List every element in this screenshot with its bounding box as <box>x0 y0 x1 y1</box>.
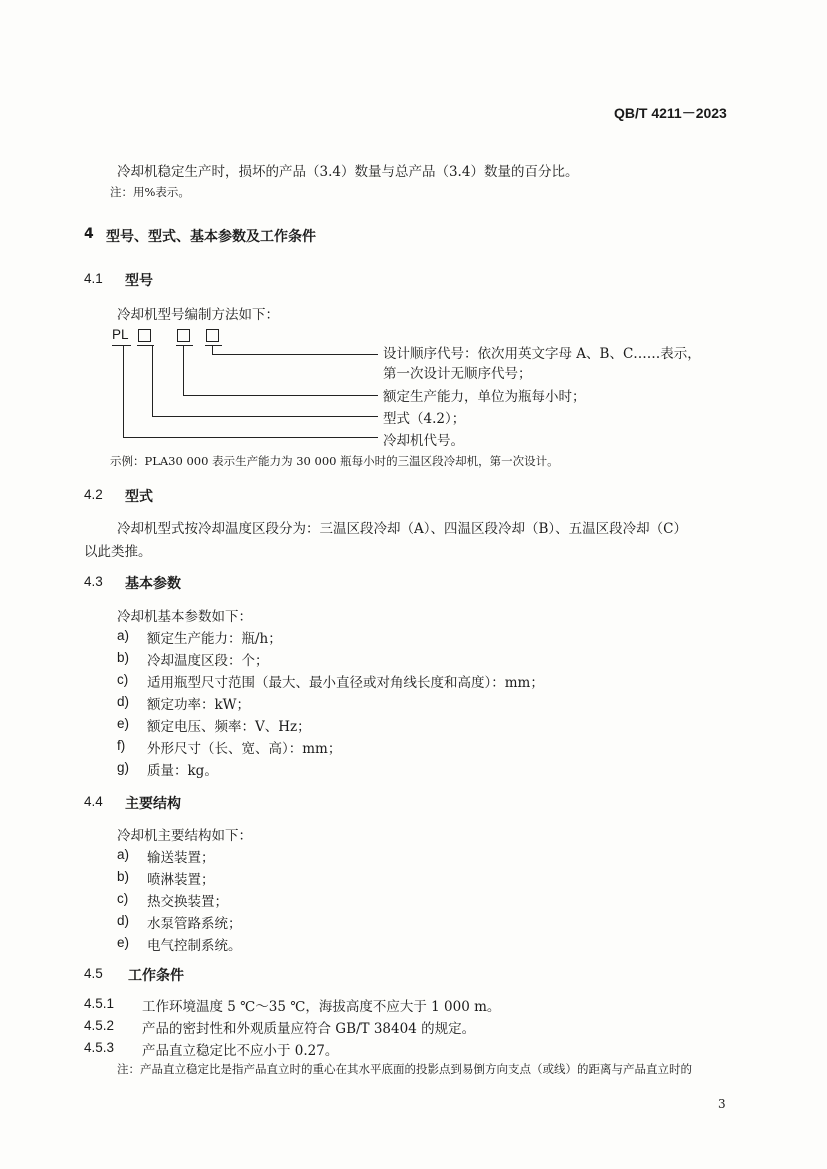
section-4-number: 4 <box>84 226 94 242</box>
type-legend: 型式（4.2）； <box>383 411 466 427</box>
parameter-text: 冷却温度区段：个； <box>147 653 269 669</box>
parameter-label: b) <box>117 650 130 665</box>
parameters-intro: 冷却机基本参数如下： <box>117 609 252 625</box>
clause-text: 产品直立稳定比不应小于 0.27。 <box>142 1043 339 1059</box>
intro-note: 注：用%表示。 <box>110 185 190 199</box>
structure-text: 热交换装置； <box>147 894 228 910</box>
parameter-label: e) <box>117 716 130 731</box>
parameter-text: 质量：kg。 <box>147 763 218 779</box>
structure-label: c) <box>117 891 129 906</box>
section-4-1-title: 型号 <box>125 273 153 289</box>
clause-text: 产品的密封性和外观质量应符合 GB/T 38404 的规定。 <box>142 1021 476 1037</box>
structure-label: e) <box>117 935 130 950</box>
parameter-text: 额定功率：kW； <box>147 697 251 713</box>
section-4-4-title: 主要结构 <box>125 796 181 812</box>
structure-text: 水泵管路系统； <box>147 916 242 932</box>
page-number: 3 <box>718 1097 726 1111</box>
section-4-1-number: 4.1 <box>84 271 103 286</box>
section-4-title: 型号、型式、基本参数及工作条件 <box>106 229 316 245</box>
section-4-2-number: 4.2 <box>84 487 103 502</box>
type-paragraph-line-1: 冷却机型式按冷却温度区段分为：三温区段冷却（A）、四温区段冷却（B）、五温区段冷却（C） <box>117 521 687 537</box>
capacity-box <box>177 329 190 342</box>
structure-label: a) <box>117 847 130 862</box>
parameter-text: 额定电压、频率：V、Hz； <box>147 719 311 735</box>
design-sequence-legend-continued: 第一次设计无顺序代号； <box>383 366 532 382</box>
model-intro: 冷却机型号编制方法如下： <box>117 307 279 323</box>
intro-paragraph: 冷却机稳定生产时，损坏的产品（3.4）数量与总产品（3.4）数量的百分比。 <box>117 164 579 180</box>
section-4-3-title: 基本参数 <box>125 576 181 592</box>
section-4-3-number: 4.3 <box>84 574 103 589</box>
section-4-5-title: 工作条件 <box>128 968 184 984</box>
parameter-label: g) <box>117 760 130 775</box>
structure-text: 喷淋装置； <box>147 872 215 888</box>
parameter-label: d) <box>117 694 130 709</box>
type-box <box>138 329 151 342</box>
type-paragraph-line-2: 以此类推。 <box>84 544 152 560</box>
design-sequence-box <box>206 329 219 342</box>
structure-text: 电气控制系统。 <box>147 938 242 954</box>
clause-number: 4.5.3 <box>84 1040 115 1055</box>
standard-code: QB/T 4211－2023 <box>614 105 727 121</box>
stability-note: 注：产品直立稳定比是指产品直立时的重心在其水平底面的投影点到易倒方向支点（或线）的距离与产品直立时的 <box>117 1062 692 1076</box>
machine-code-legend: 冷却机代号。 <box>383 433 464 449</box>
clause-number: 4.5.2 <box>84 1018 115 1033</box>
parameter-label: c) <box>117 672 129 687</box>
parameter-text: 额定生产能力：瓶/h； <box>147 631 282 647</box>
structure-label: b) <box>117 869 130 884</box>
clause-text: 工作环境温度 5 ℃～35 ℃，海拔高度不应大于 1 000 m。 <box>142 999 501 1015</box>
structure-intro: 冷却机主要结构如下： <box>117 828 252 844</box>
structure-text: 输送装置； <box>147 850 215 866</box>
design-sequence-legend: 设计顺序代号：依次用英文字母 A、B、C……表示， <box>383 346 701 362</box>
parameter-label: a) <box>117 628 130 643</box>
parameter-text: 适用瓶型尺寸范围（最大、最小直径或对角线长度和高度）：mm； <box>147 675 544 691</box>
clause-number: 4.5.1 <box>84 996 115 1011</box>
section-4-2-title: 型式 <box>125 489 153 505</box>
section-4-4-number: 4.4 <box>84 794 103 809</box>
parameter-text: 外形尺寸（长、宽、高）：mm； <box>147 741 342 757</box>
capacity-legend: 额定生产能力，单位为瓶每小时； <box>383 389 586 405</box>
structure-label: d) <box>117 913 130 928</box>
section-4-5-number: 4.5 <box>84 966 103 981</box>
model-example: 示例：PLA30 000 表示生产能力为 30 000 瓶每小时的三温区段冷却机，第一次设计。 <box>110 454 559 468</box>
model-code-prefix: PL <box>112 327 129 342</box>
parameter-label: f) <box>117 738 126 753</box>
